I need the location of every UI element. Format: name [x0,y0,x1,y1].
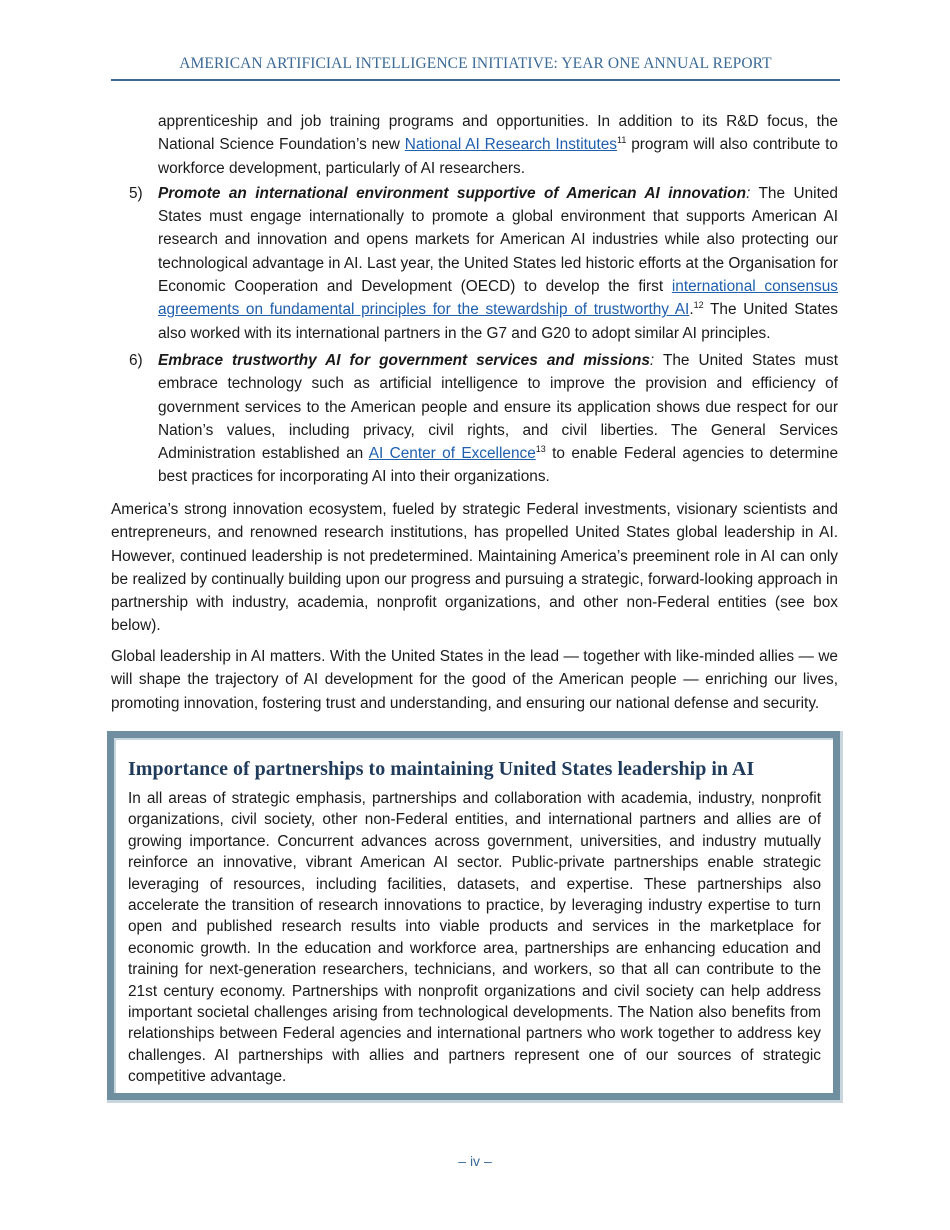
list-continuation: apprenticeship and job training programs and opportunities. In addition to its R&D focus, the National Science Foundation’s new National AI Research Institutes$^{11}$ program will also contribute to workforce development, particularly of AI researchers. [158,113,838,177]
callout-box [107,731,843,1103]
footnote-ref-12[interactable]: 12 [693,300,704,311]
list-item-5: 5) Promote an international environment supportive of American AI innovation: The United States must engage internationally to promote a global environment that supports American AI research and innovation and opens markets for American AI industries while also protecting our technological advantage in AI. Last year, the United States led historic efforts at the Organisation for Economic Cooperation and Development (OECD) to develop the first international consensus agreements on fundamental principles for the stewardship of trustworthy AI.$^{12}$ The United States also worked with its international partners in the G7 and G20 to adopt similar AI principles. [111,182,838,345]
link-oecd-ai-principles[interactable]: international consensus agreements on fundamental principles for the stewardship of trustworthy AI [158,278,838,319]
callout-box-content [114,738,833,1093]
link-ai-center-of-excellence[interactable]: AI Center of Excellence [368,445,536,463]
header-rule [111,79,840,81]
footnote-ref-11[interactable]: 11 [616,135,627,146]
callout-text: In all areas of strategic emphasis, partnerships and collaboration with academia, industry, nonprofit organizations, civil society, other non-Federal entities, and international partners and allies are of growing importance. Concurrent advances across government, universities, and industry mutually reinforce an innovative, vibrant American AI sector. Public-private partnerships enable strategic leveraging of resources, including facilities, datasets, and expertise. These partnerships also accelerate the transition of research innovations to practice, by leveraging industry expertise to turn open and published research results into viable products and services in the marketplace for economic growth. In the education and workforce area, partnerships are enhancing education and training for next-generation researchers, technicians, and workers, so that all can contribute to the 21st century economy. Partnerships with nonprofit organizations and civil society can help address important societal challenges arising from technological developments. The Nation also benefits from relationships between Federal agencies and international partners who work together to address key challenges. AI partnerships with allies and partners represent one of our sources of strategic competitive advantage. [128,790,821,1086]
list-item-lead: Embrace trustworthy AI for government services and missions [158,351,650,369]
numbered-list [111,110,838,489]
page-number: – iv – [458,1153,492,1169]
list-number: 5) [129,184,143,202]
body-paragraph: America’s strong innovation ecosystem, fueled by strategic Federal investments, visionary scientists and entrepreneurs, and renowned research institutions, has propelled United States global leadership in AI. However, continued leadership is not predetermined. Maintaining America’s preeminent role in AI can only be realized by continually building upon our progress and pursuing a strategic, forward-looking approach in partnership with industry, academia, nonprofit organizations, and other non-Federal entities (see box below). [111,501,838,635]
callout-title: Importance of partnerships to maintaining United States leadership in AI [128,758,755,780]
running-header: AMERICAN ARTIFICIAL INTELLIGENCE INITIATIVE: YEAR ONE ANNUAL REPORT [179,55,772,72]
link-national-ai-research-institutes[interactable]: National AI Research Institutes [404,136,617,154]
list-item-6: 6) Embrace trustworthy AI for government services and missions: The United States must embrace technology such as artificial intelligence to improve the provision and efficiency of government services to the American people and ensure its application shows due respect for our Nation’s values, including privacy, civil rights, and civil liberties. The General Services Administration established an AI Center of Excellence$^{13}$ to enable Federal agencies to determine best practices for incorporating AI into their organizations. [111,349,838,489]
list-item-lead: Promote an international environment supportive of American AI innovation [158,184,747,202]
list-number: 6) [129,351,143,369]
body-paragraph: Global leadership in AI matters. With the United States in the lead — together with like-minded allies — we will shape the trajectory of AI development for the good of the American people — enriching our lives, promoting innovation, fostering trust and understanding, and ensuring our national defense and security. [111,648,838,712]
footnote-ref-13[interactable]: 13 [535,444,546,455]
